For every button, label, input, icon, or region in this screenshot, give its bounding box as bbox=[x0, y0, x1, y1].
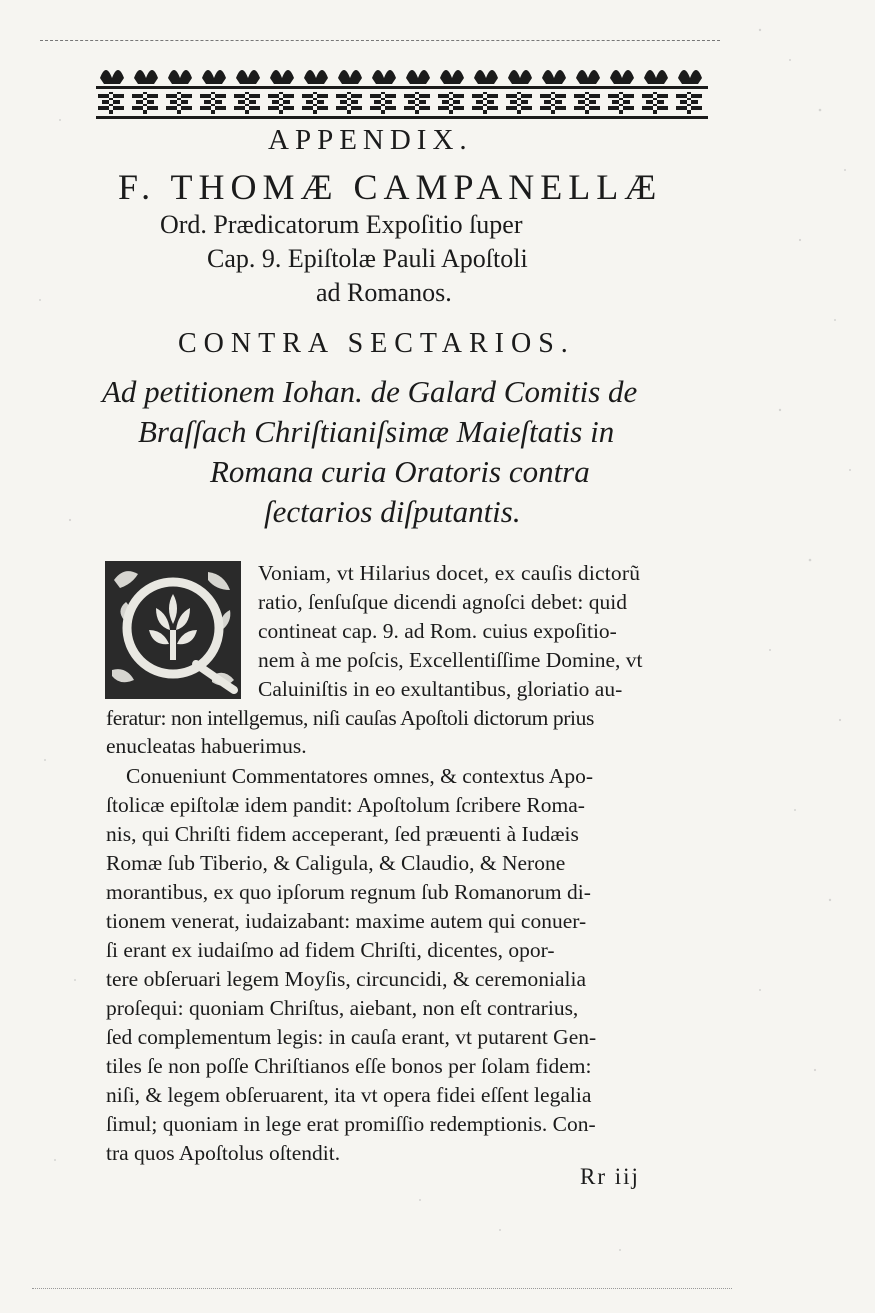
body-line: tere obſeruari legem Moyſis, circuncidi, & ceremonialia bbox=[106, 967, 586, 991]
body-line: morantibus, ex quo ipſorum regnum ſub Romanorum di- bbox=[106, 880, 591, 904]
subtitle-line-1: Ord. Prædicatorum Expoſitio ſuper bbox=[160, 210, 523, 239]
body-line: ſed complementum legis: in cauſa erant, vt putarent Gen- bbox=[106, 1025, 597, 1049]
fleuron-band-icon bbox=[94, 56, 712, 124]
bottom-rule-line bbox=[32, 1288, 732, 1289]
subtitle-line-2: Cap. 9. Epiſtolæ Pauli Apoſtoli bbox=[207, 244, 528, 273]
signature-mark: Rr iij bbox=[580, 1164, 640, 1189]
body-line: Romæ ſub Tiberio, & Caligula, & Claudio, & Nerone bbox=[106, 851, 566, 875]
body-line: Voniam, vt Hilarius docet, ex cauſis dictorũ bbox=[258, 561, 641, 585]
body-line: proſequi: quoniam Chriſtus, aiebant, non eſt contrarius, bbox=[106, 996, 579, 1020]
body-line: ſimul; quoniam in lege erat promiſſio redemptionis. Con- bbox=[106, 1112, 596, 1136]
dedication-line: Braſſach Chriſtianiſsimæ Maieſtatis in bbox=[138, 414, 615, 449]
body-line: Caluiniſtis in eo exultantibus, gloriatio au- bbox=[258, 677, 623, 701]
decorated-initial-q-icon bbox=[104, 560, 242, 700]
body-line: niſi, & legem obſeruarent, ita vt opera fidei eſſent legalia bbox=[106, 1083, 592, 1107]
body-line: nis, qui Chriſti fidem acceperant, ſed præuenti à Iudæis bbox=[106, 822, 579, 846]
body-line: tionem venerat, iudaizabant: maxime autem qui conuer- bbox=[106, 909, 587, 933]
author-heading: F. THOMÆ CAMPANELLÆ bbox=[118, 167, 663, 207]
body-line: ratio, ſenſuſque dicendi agnoſci debet: quid bbox=[258, 590, 627, 614]
body-line: ſi erant ex iudaiſmo ad fidem Chriſti, dicentes, opor- bbox=[106, 938, 555, 962]
body-line: feratur: non intellgemus, niſi cauſas Apoſtoli dictorum prius bbox=[106, 706, 594, 730]
top-rule-line bbox=[40, 40, 720, 41]
body-line: Conueniunt Commentatores omnes, & contextus Apo- bbox=[126, 764, 593, 788]
subtitle-line-3: ad Romanos. bbox=[316, 278, 452, 307]
dedication-line: ſectarios diſputantis. bbox=[264, 494, 521, 529]
body-line: contineat cap. 9. ad Rom. cuius expoſitio- bbox=[258, 619, 617, 643]
body-line: tra quos Apoſtolus oſtendit. bbox=[106, 1141, 341, 1165]
dedication-line: Ad petitionem Iohan. de Galard Comitis de bbox=[102, 374, 638, 409]
body-line: ſtolicæ epiſtolæ idem pandit: Apoſtolum ſcribere Roma- bbox=[106, 793, 585, 817]
contra-heading: CONTRA SECTARIOS. bbox=[178, 328, 575, 359]
body-line: nem à me poſcis, Excellentiſſime Domine, vt bbox=[258, 648, 643, 672]
appendix-heading: APPENDIX. bbox=[268, 124, 473, 156]
body-line: tiles ſe non poſſe Chriſtianos eſſe bonos per ſolam fidem: bbox=[106, 1054, 592, 1078]
body-line: enucleatas habuerimus. bbox=[106, 734, 307, 758]
dedication-line: Romana curia Oratoris contra bbox=[210, 454, 590, 489]
